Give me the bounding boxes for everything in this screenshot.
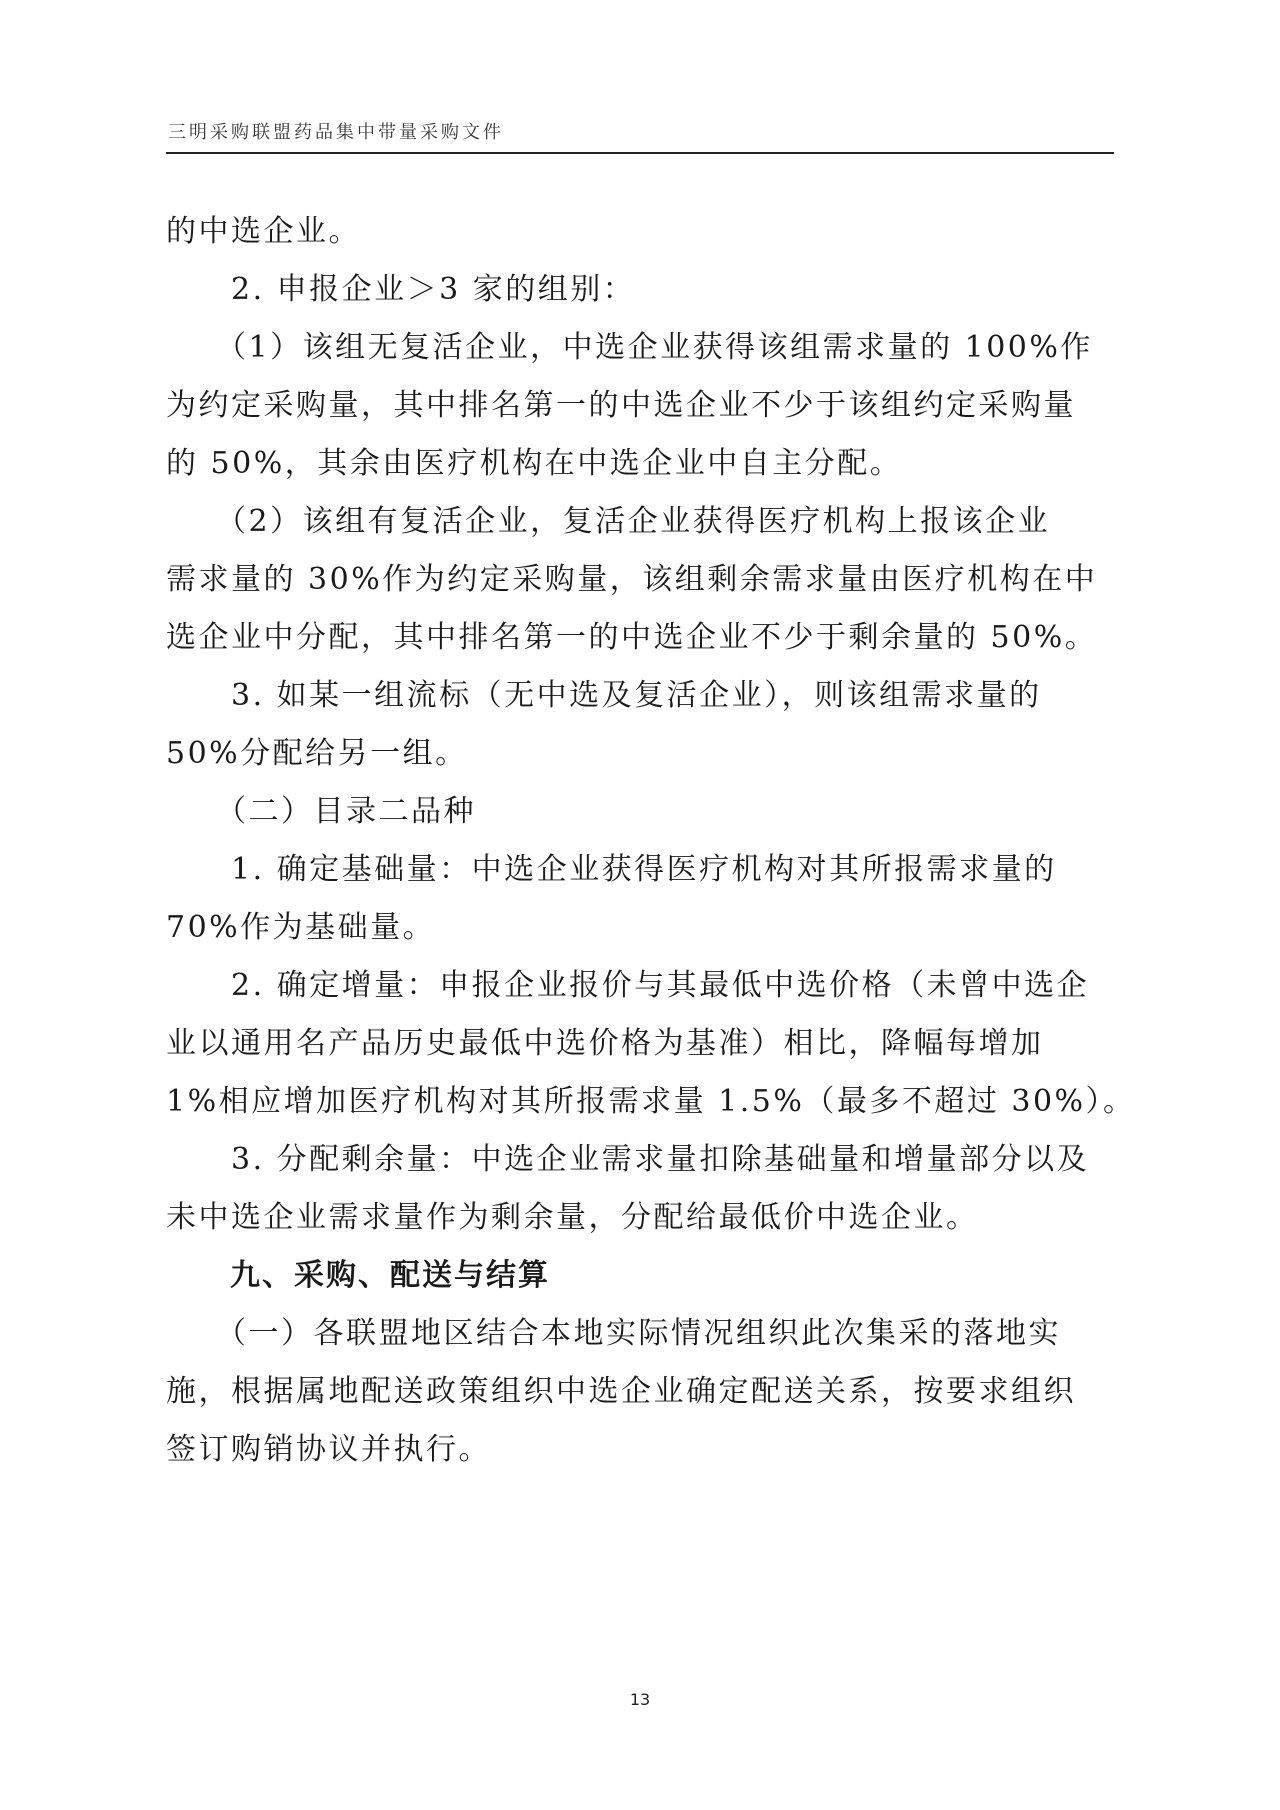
paragraph-line: 选企业中分配，其中排名第一的中选企业不少于剩余量的 50%。 [166,620,1098,655]
paragraph-line: 1. 确定基础量：中选企业获得医疗机构对其所报需求量的 [166,852,1057,887]
paragraph-line: 3. 如某一组流标（无中选及复活企业），则该组需求量的 [166,678,1042,713]
paragraph-line: 需求量的 30%作为约定采购量，该组剩余需求量由医疗机构在中 [166,562,1098,597]
paragraph-line: 为约定采购量，其中排名第一的中选企业不少于该组约定采购量 [166,388,1076,423]
paragraph-line: 的中选企业。 [166,214,361,249]
running-header: 三明采购联盟药品集中带量采购文件 [168,122,504,143]
paragraph-line: 3. 分配剩余量：中选企业需求量扣除基础量和增量部分以及 [166,1142,1090,1177]
paragraph-line: 未中选企业需求量作为剩余量，分配给最低价中选企业。 [166,1200,979,1235]
paragraph-line: 2. 确定增量：申报企业报价与其最低中选价格（未曾中选企 [166,968,1090,1003]
header-divider [166,152,1114,154]
subsection-heading: （二）目录二品种 [166,794,476,829]
paragraph-line: 70%作为基础量。 [166,910,436,945]
paragraph-line: 的 50%，其余由医疗机构在中选企业中自主分配。 [166,446,903,481]
page-number: 13 [629,1690,651,1709]
section-heading: 九、采购、配送与结算 [166,1258,550,1293]
paragraph-line: 2. 申报企业＞3 家的组别： [166,272,636,307]
paragraph-line: （一）各联盟地区结合本地实际情况组织此次集采的落地实 [166,1316,1061,1351]
paragraph-line: （2）该组有复活企业，复活企业获得医疗机构上报该企业 [166,504,1051,539]
paragraph-line: 业以通用名产品历史最低中选价格为基准）相比，降幅每增加 [166,1026,1044,1061]
paragraph-line: 50%分配给另一组。 [166,736,468,771]
paragraph-line: 施，根据属地配送政策组织中选企业确定配送关系，按要求组织 [166,1374,1076,1409]
paragraph-line: 签订购销协议并执行。 [166,1432,491,1467]
paragraph-line: （1）该组无复活企业，中选企业获得该组需求量的 100%作 [166,330,1093,365]
paragraph-line: 1%相应增加医疗机构对其所报需求量 1.5%（最多不超过 30%）。 [166,1084,1136,1119]
